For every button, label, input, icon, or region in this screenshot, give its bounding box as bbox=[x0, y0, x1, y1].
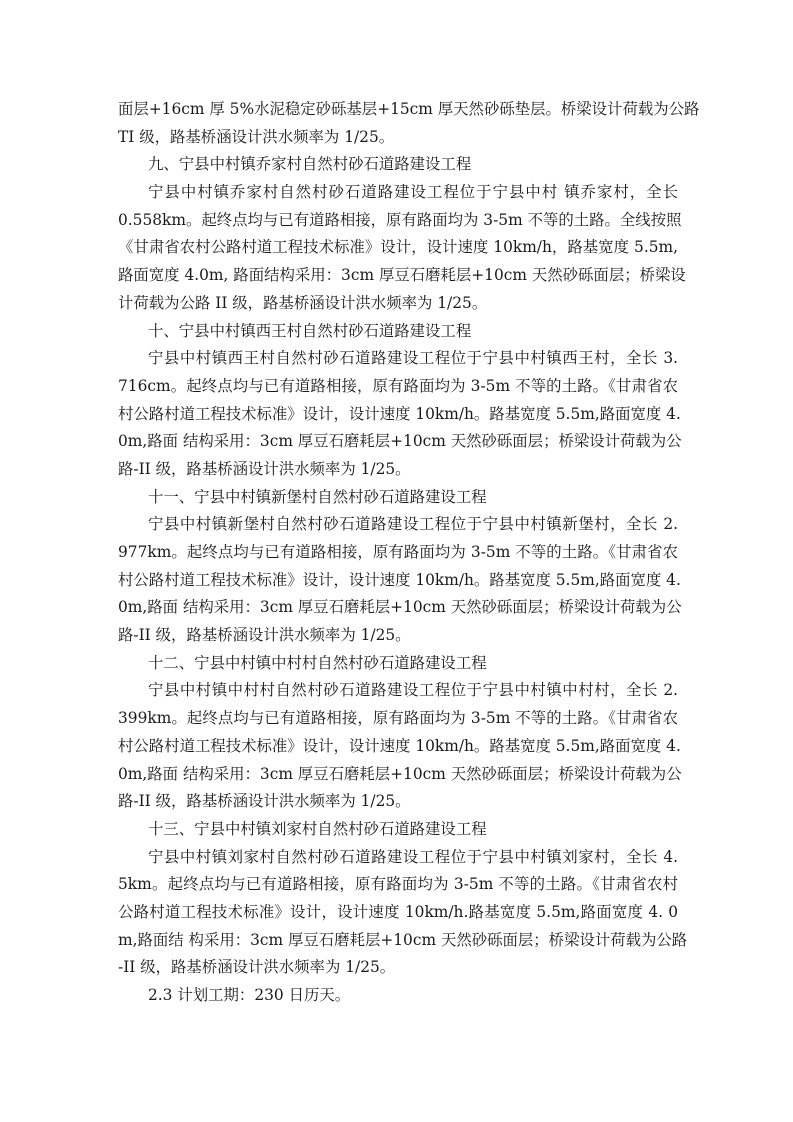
text-line: 宁县中村镇中村村自然村砂石道路建设工程位于宁县中村镇中村村，全长 2. bbox=[148, 681, 678, 700]
text-line: 村公路村道工程技术标准》设计，设计速度 10km/h。路基宽度 5.5m,路面宽度 4. bbox=[118, 404, 681, 423]
text-line: 宁县中村镇西王村自然村砂石道路建设工程位于宁县中村镇西王村，全长 3. bbox=[148, 349, 678, 368]
text-line: 公路村道工程技术标准》设计，设计速度 10km/h.路基宽度 5.5m,路面宽度 4. 0 bbox=[118, 902, 678, 921]
text-line: 《甘肃省农村公路村道工程技术标准》设计，设计速度 10km/h，路基宽度 5.5m, bbox=[118, 238, 678, 257]
text-line: 计荷载为公路 II 级，路基桥涵设计洪水频率为 1/25。 bbox=[118, 293, 488, 312]
text-line: 0m,路面 结构采用：3cm 厚豆石磨耗层+10cm 天然砂砾面层；桥梁设计荷载为公 bbox=[118, 764, 682, 783]
text-line: 716cm。起终点均与已有道路相接，原有路面均为 3-5m 不等的土路。《甘肃省农 bbox=[118, 376, 678, 395]
text-line: 十一、宁县中村镇新堡村自然村砂石道路建设工程 bbox=[148, 487, 487, 506]
text-line: 十三、宁县中村镇刘家村自然村砂石道路建设工程 bbox=[148, 819, 487, 838]
document-page bbox=[118, 96, 700, 1010]
text-line: 十、宁县中村镇西王村自然村砂石道路建设工程 bbox=[148, 321, 472, 340]
text-line: 5km。起终点均与已有道路相接，原有路面均为 3-5m 不等的土路。《甘肃省农村 bbox=[118, 875, 678, 894]
text-line: 977km。起终点均与已有道路相接，原有路面均为 3-5m 不等的土路。《甘肃省农 bbox=[118, 543, 678, 561]
text-line: -II 级，路基桥涵设计洪水频率为 1/25。 bbox=[118, 958, 396, 977]
text-line: 路面宽度 4.0m, 路面结构采用：3cm 厚豆石磨耗层+10cm 天然砂砾面层；桥梁设 bbox=[118, 266, 686, 285]
text-line: 0m,路面 结构采用：3cm 厚豆石磨耗层+10cm 天然砂砾面层；桥梁设计荷载为公 bbox=[118, 598, 682, 617]
text-line: 宁县中村镇刘家村自然村砂石道路建设工程位于宁县中村镇刘家村，全长 4. bbox=[148, 847, 678, 866]
text-line: 宁县中村镇乔家村自然村砂石道路建设工程位于宁县中村 镇乔家村，全长 bbox=[148, 183, 678, 202]
text-line: 路-II 级，路基桥涵设计洪水频率为 1/25。 bbox=[118, 459, 411, 478]
text-line: 2.3 计划工期：230 日历天。 bbox=[148, 986, 351, 1004]
text-line: 九、宁县中村镇乔家村自然村砂石道路建设工程 bbox=[148, 155, 472, 174]
text-line: 0.558km。起终点均与已有道路相接，原有路面均为 3-5m 不等的土路。全线按照 bbox=[118, 210, 682, 229]
text-line: m,路面结 构采用：3cm 厚豆石磨耗层+10cm 天然砂砾面层；桥梁设计荷载为公路 bbox=[118, 930, 688, 949]
text-line: 十二、宁县中村镇中村村自然村砂石道路建设工程 bbox=[148, 653, 487, 672]
text-line: 村公路村道工程技术标准》设计，设计速度 10km/h。路基宽度 5.5m,路面宽度 4. bbox=[118, 736, 681, 755]
text-line: 宁县中村镇新堡村自然村砂石道路建设工程位于宁县中村镇新堡村，全长 2. bbox=[148, 515, 678, 534]
text-line: 0m,路面 结构采用：3cm 厚豆石磨耗层+10cm 天然砂砾面层；桥梁设计荷载为公 bbox=[118, 432, 682, 451]
text-line: 路-II 级，路基桥涵设计洪水频率为 1/25。 bbox=[118, 792, 411, 811]
text-line: 399km。起终点均与已有道路相接，原有路面均为 3-5m 不等的土路。《甘肃省农 bbox=[118, 709, 678, 728]
text-line: TI 级，路基桥涵设计洪水频率为 1/25。 bbox=[118, 127, 395, 146]
text-line: 路-II 级，路基桥涵设计洪水频率为 1/25。 bbox=[118, 626, 411, 645]
text-line: 面层+16cm 厚 5%水泥稳定砂砾基层+15cm 厚天然砂砾垫层。桥梁设计荷载为公路 bbox=[118, 100, 700, 118]
text-line: 村公路村道工程技术标准》设计，设计速度 10km/h。路基宽度 5.5m,路面宽度 4. bbox=[118, 570, 681, 589]
